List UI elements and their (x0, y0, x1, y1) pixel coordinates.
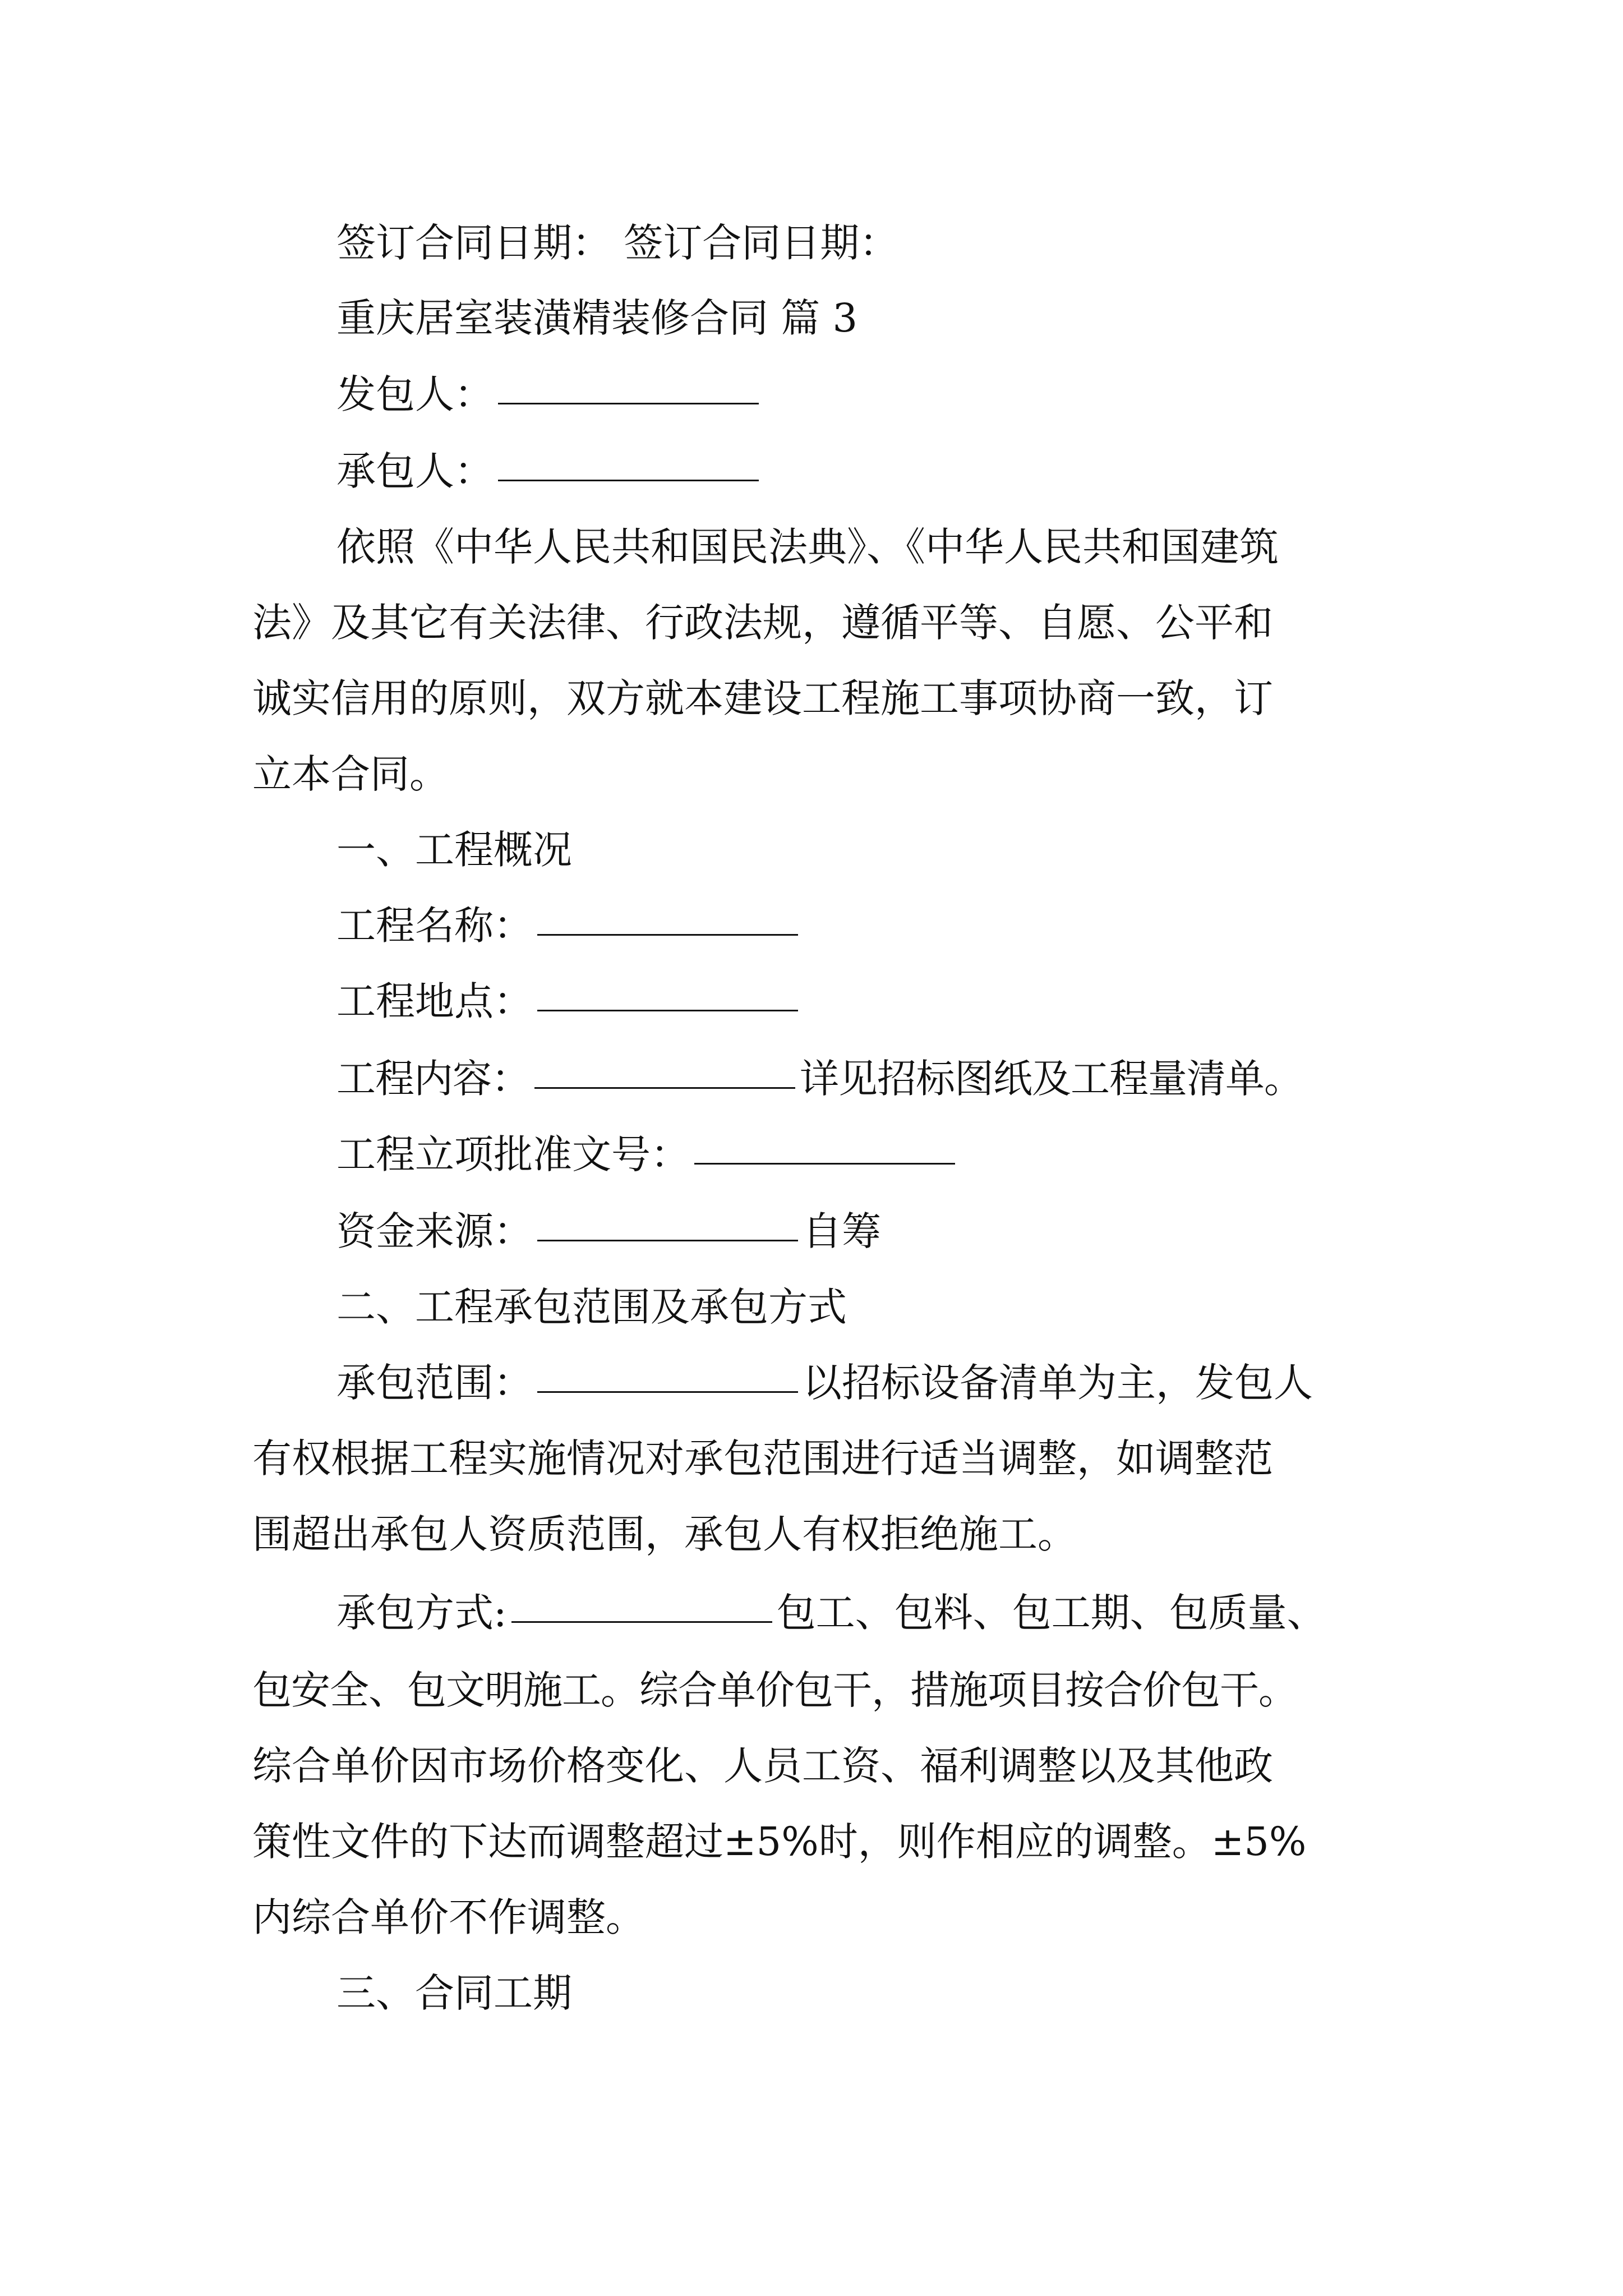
project-content-line (336, 1056, 1303, 1102)
intro-paragraph-line-1 (336, 524, 1279, 570)
sign-date-text: 签订合同日期： 签订合同日期： (336, 220, 899, 266)
party-a-label: 发包人： (336, 371, 494, 417)
party-b-blank (498, 480, 759, 481)
scope-text-3: 围超出承包人资质范围，承包人有权拒绝施工。 (252, 1511, 1077, 1557)
intro-paragraph-line-2 (252, 600, 1273, 646)
approval-number-line (336, 1131, 960, 1177)
method-line-2 (252, 1667, 1297, 1713)
project-content-blank (534, 1087, 795, 1089)
scope-line-2 (252, 1435, 1273, 1481)
party-a-blank (498, 403, 759, 404)
section-2-text: 二、工程承包范围及承包方式 (336, 1284, 847, 1330)
project-name-label: 工程名称： (336, 903, 533, 949)
project-location-blank (537, 1010, 798, 1011)
funding-suffix: 自筹 (803, 1208, 881, 1254)
scope-text-2: 有权根据工程实施情况对承包范围进行适当调整，如调整范 (252, 1435, 1273, 1481)
scope-suffix: 以招标设备清单为主，发包人 (803, 1360, 1313, 1406)
scope-line-1 (336, 1360, 1313, 1406)
sign-date-line (336, 220, 899, 266)
intro-text-4: 立本合同。 (252, 751, 449, 797)
contract-title (336, 295, 858, 341)
method-line-3 (252, 1743, 1273, 1789)
project-name-blank (537, 934, 798, 936)
approval-number-blank (694, 1163, 955, 1165)
intro-text-3: 诚实信用的原则，双方就本建设工程施工事项协商一致，订 (252, 675, 1273, 721)
project-content-suffix: 详见招标图纸及工程量清单。 (800, 1056, 1303, 1102)
method-line-5 (252, 1894, 645, 1940)
method-suffix: 包工、包料、包工期、包质量、 (776, 1590, 1326, 1636)
funding-blank (537, 1240, 798, 1241)
funding-line (336, 1208, 881, 1254)
intro-paragraph-line-4 (252, 751, 449, 797)
project-content-label: 工程内容： (336, 1056, 530, 1102)
method-line-1 (336, 1590, 1326, 1636)
party-b-line (336, 448, 763, 494)
section-3-text: 三、合同工期 (336, 1970, 572, 2016)
section-3-heading (336, 1970, 572, 2016)
section-1-text: 一、工程概况 (336, 827, 572, 873)
approval-number-label: 工程立项批准文号： (336, 1131, 690, 1177)
scope-label: 承包范围： (336, 1360, 533, 1406)
section-2-heading (336, 1284, 847, 1330)
method-label: 承包方式: (336, 1590, 507, 1636)
intro-text-2: 法》及其它有关法律、行政法规，遵循平等、自愿、公平和 (252, 600, 1273, 646)
project-location-label: 工程地点： (336, 978, 533, 1024)
method-text-5: 内综合单价不作调整。 (252, 1894, 645, 1940)
method-text-3: 综合单价因市场价格变化、人员工资、福利调整以及其他政 (252, 1743, 1273, 1789)
party-a-line (336, 371, 763, 417)
method-line-4 (252, 1819, 1307, 1865)
method-text-2: 包安全、包文明施工。综合单价包干，措施项目按合价包干。 (252, 1667, 1297, 1713)
funding-label: 资金来源： (336, 1208, 533, 1254)
scope-blank (537, 1391, 798, 1393)
scope-line-3 (252, 1511, 1077, 1557)
method-text-4: 策性文件的下达而调整超过±5%时，则作相应的调整。±5% (252, 1819, 1307, 1865)
contract-title-text: 重庆居室装潢精装修合同 篇 3 (336, 295, 858, 341)
section-1-heading (336, 827, 572, 873)
intro-text-1: 依照《中华人民共和国民法典》、《中华人民共和国建筑 (336, 524, 1279, 570)
party-b-label: 承包人： (336, 448, 494, 494)
intro-paragraph-line-3 (252, 675, 1273, 721)
project-name-line (336, 903, 803, 949)
project-location-line (336, 978, 803, 1024)
method-blank (511, 1621, 772, 1623)
